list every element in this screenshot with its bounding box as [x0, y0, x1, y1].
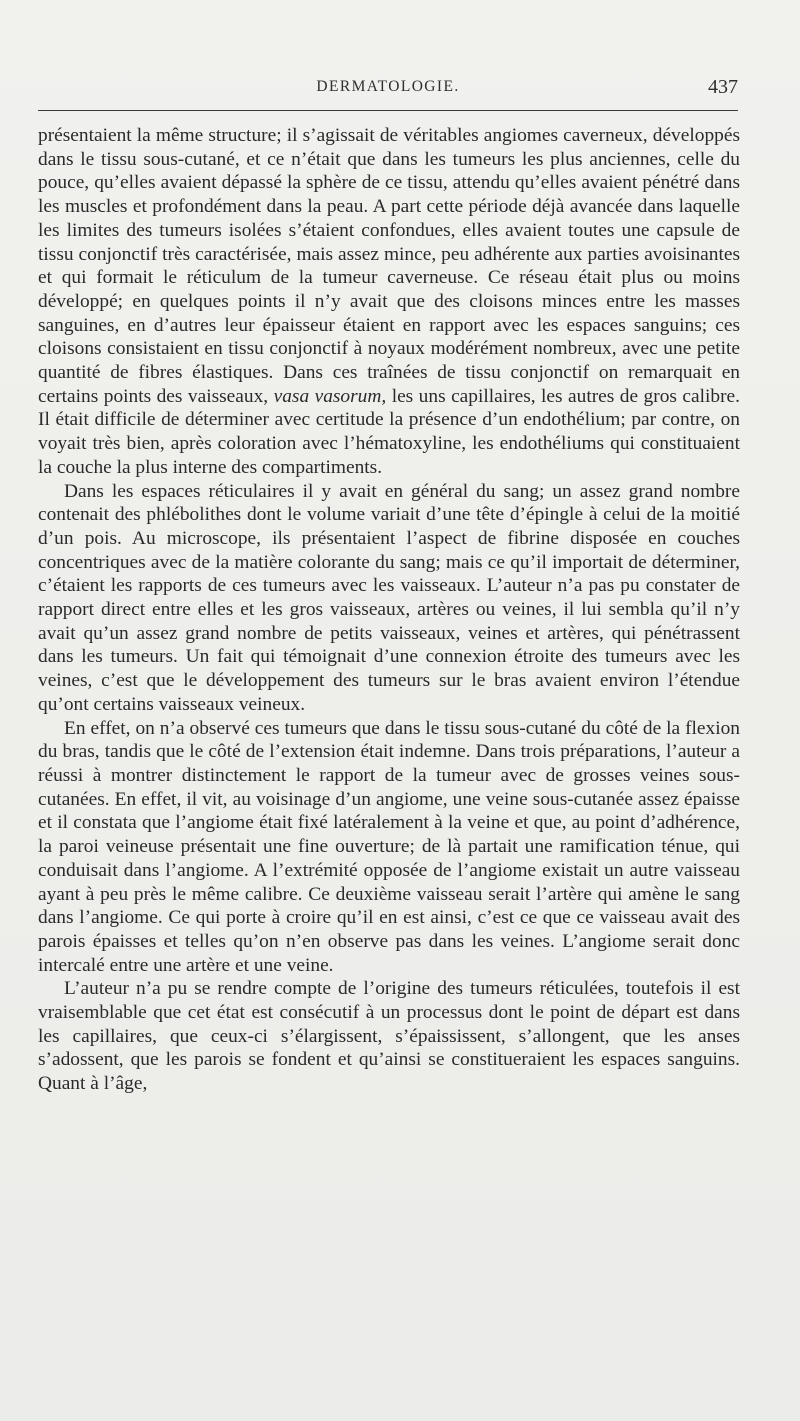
page-number: 437	[708, 76, 738, 98]
running-title: DERMATOLOGIE.	[316, 78, 460, 95]
header-rule	[38, 110, 738, 111]
paragraph-2: Dans les espaces réticulaires il y avait en général du sang; un assez grand nombre contenait des phlébolithes dont le volume variait d’une tête d’épingle à celui de la moitié d’un pois. Au microscope, ils présentaient l’aspect de fibrine disposée en couches concentriques avec de la matière colorante du sang; mais ce qu’il importait de déterminer, c’étaient les rapports de ces tumeurs avec les vaisseaux. L’auteur n’a pas pu constater de rapport direct entre elles et les gros vaisseaux, artères ou veines, il lui sembla qu’il n’y avait qu’un assez grand nombre de petits vaisseaux, veines et artères, qui pénétrassent dans les tumeurs. Un fait qui témoignait d’une connexion étroite des tumeurs avec les veines, c’est que le développement des tumeurs sur le bras avaient environ l’étendue qu’ont certains vaisseaux veineux.	[38, 480, 740, 715]
paragraph-1-text: présentaient la même structure; il s’agissait de véritables angiomes caverneux, développés dans le tissu sous-cutané, et ce n’était que dans les tumeurs les plus anciennes, celle du pouce, qu’elles avaient dépassé la sphère de ce tissu, attendu qu’elles avaient pénétré dans les muscles et profondément dans la peau. A part cette période déjà avancée dans laquelle les limites des tumeurs isolées s’étaient confondues, elles avaient toutes une capsule de tissu conjonctif très caractérisée, mais assez mince, peu adhérente aux parties avoisinantes et qui formait le réticulum de la tumeur caverneuse. Ce réseau était plus ou moins développé; en quelques points il n’y avait que des cloisons minces entre les masses sanguines, en d’autres leur épaisseur étaient en rapport avec les espaces sanguins; ces cloisons consistaient en tissu conjonctif à noyaux modérément nombreux, avec une petite quantité de fibres élastiques. Dans ces traînées de tissu conjonctif on remarquait en certains points des vaisseaux,	[38, 125, 740, 407]
paragraph-3: En effet, on n’a observé ces tumeurs que dans le tissu sous-cutané du côté de la flexion du bras, tandis que le côté de l’extension était indemne. Dans trois préparations, l’auteur a réussi à montrer distinctement le rapport de la tumeur avec de grosses veines sous-cutanées. En effet, il vit, au voisinage d’un angiome, une veine sous-cutanée assez épaisse et il constata que l’angiome était fixé latéralement à la veine et que, au point d’adhérence, la paroi veineuse présentait une fine ouverture; de là partait une ramification ténue, qui conduisait dans l’angiome. A l’extrémité opposée de l’angiome existait un autre vaisseau ayant à peu près le même calibre. Ce deuxième vaisseau serait l’artère qui amène le sang dans l’angiome. Ce qui porte à croire qu’il en est ainsi, c’est ce que ce vaisseau avait des parois épaisses et telles qu’on n’en observe pas dans les veines. L’angiome serait donc intercalé entre une artère et une veine.	[38, 717, 740, 976]
paragraph-1	[38, 124, 740, 480]
running-head	[38, 78, 738, 100]
paragraph-4: L’auteur n’a pu se rendre compte de l’origine des tumeurs réticulées, toutefois il est vraisemblable que cet état est consécutif à un processus dont le point de départ est dans les capillaires, que ceux-ci s’élargissent, s’épaississent, s’allongent, que les anses s’adossent, que les parois se fondent et qu’ainsi se constitueraient les espaces sanguins. Quant à l’âge,	[38, 978, 740, 1095]
italic-term: vasa vasorum,	[273, 385, 387, 407]
paragraph-1-end: les uns capillaires, les autres de gros calibre. Il était difficile de déterminer avec certitude la présence d’un endothélium; par contre, on voyait très bien, après coloration avec l’hématoxyline, les endothéliums qui constituaient la couche la plus interne des compartiments.	[38, 385, 740, 478]
body-text	[38, 124, 740, 1096]
